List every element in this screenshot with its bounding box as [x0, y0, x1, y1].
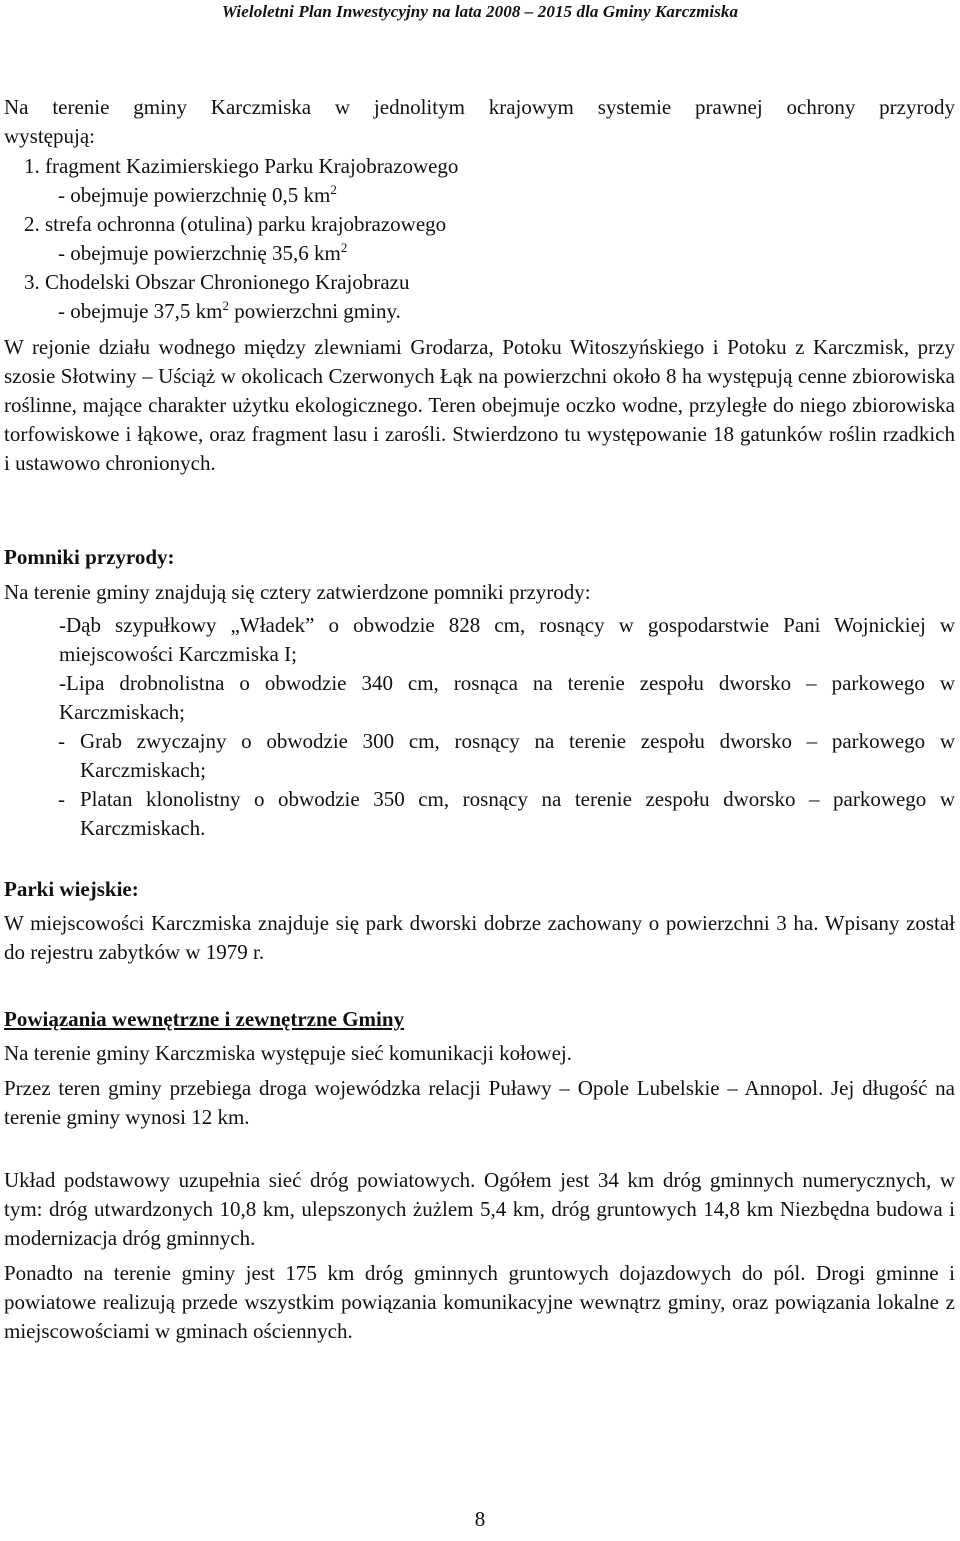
protected-area-title: 1. fragment Kazimierskiego Parku Krajobrazowego — [24, 154, 459, 178]
section-heading: Parki wiejskie: — [4, 877, 139, 901]
protected-area-detail: - obejmuje powierzchnię 0,5 $km^2$ — [58, 182, 337, 207]
page-number: 8 — [474, 1507, 486, 1531]
protected-area-title: 3. Chodelski Obszar Chronionego Krajobrazu — [24, 270, 410, 294]
paragraph: W miejscowości Karczmiska znajduje się park dworski dobrze zachowany o powierzchni 3 ha. Wpisany został do rejestru zabytków w 1979 r. — [4, 911, 955, 964]
page-header: Wieloletni Plan Inwestycyjny na lata 2008 – 2015 dla Gminy Karczmiska — [221, 2, 739, 21]
intro-line: Na terenie gminy Karczmiska w jednolitym krajowym systemie prawnej ochrony przyrody — [4, 95, 955, 119]
protected-area-detail: - obejmuje powierzchnię 35,6 $km^2$ — [58, 240, 348, 265]
monument-dash: - — [58, 787, 65, 811]
section-heading: Powiązania wewnętrzne i zewnętrzne Gminy — [4, 1007, 405, 1031]
section-heading: Pomniki przyrody: — [4, 545, 175, 569]
monument-dash: - — [58, 729, 65, 753]
protected-area-title: 2. strefa ochronna (otulina) parku krajobrazowego — [24, 212, 447, 236]
monument-item: Platan klonolistny o obwodzie 350 cm, rosnący na terenie zespołu dworsko – parkowego w Karczmiskach. — [80, 787, 955, 840]
monument-item: Grab zwyczajny o obwodzie 300 cm, rosnący na terenie zespołu dworsko – parkowego w Karczmiskach; — [80, 729, 955, 782]
paragraph: Układ podstawowy uzupełnia sieć dróg powiatowych. Ogółem jest 34 km dróg gminnych numerycznych, w tym: dróg utwardzonych 10,8 km, ulepszonych żużlem 5,4 km, dróg gruntowych 14,8 km Niezbędna budowa i modernizacja dróg gminnych. — [4, 1168, 955, 1250]
intro-line: występują: — [4, 124, 95, 148]
ecological-site-paragraph: W rejonie działu wodnego między zlewniami Grodarza, Potoku Witoszyńskiego i Potoku z Karczmisk, przy szosie Słotwiny – Uściąż w okolicach Czerwonych Łąk na powierzchni około 8 ha występują cenne zbiorowiska roślinne, mające charakter użytku ekologicznego. Teren obejmuje oczko wodne, przyległe do niego zbiorowiska torfowiskowe i łąkowe, oraz fragment lasu i zarośli. Stwierdzono tu występowanie 18 gatunków roślin rzadkich i ustawowo chronionych. — [4, 335, 955, 475]
paragraph: Przez teren gminy przebiega droga wojewódzka relacji Puławy – Opole Lubelskie – Annopol. Jej długość na terenie gminy wynosi 12 km. — [4, 1076, 955, 1129]
paragraph: Ponadto na terenie gminy jest 175 km dróg gminnych gruntowych dojazdowych do pól. Drogi gminne i powiatowe realizują przede wszystkim powiązania komunikacyjne wewnątrz gminy, oraz powiązania lokalne z miejscowościami w gminach ościennych. — [4, 1261, 955, 1343]
monument-item: -Lipa drobnolistna o obwodzie 340 cm, rosnąca na terenie zespołu dworsko – parkowego w Karczmiskach; — [59, 671, 955, 724]
paragraph: Na terenie gminy Karczmiska występuje sieć komunikacji kołowej. — [4, 1041, 572, 1065]
protected-area-detail: - obejmuje 37,5 $km^2$ powierzchni gminy. — [58, 298, 401, 323]
monument-item: -Dąb szypułkowy „Władek” o obwodzie 828 cm, rosnący w gospodarstwie Pani Wojnickiej w miejscowości Karczmiska I; — [59, 613, 955, 666]
paragraph: Na terenie gminy znajdują się cztery zatwierdzone pomniki przyrody: — [4, 580, 591, 604]
